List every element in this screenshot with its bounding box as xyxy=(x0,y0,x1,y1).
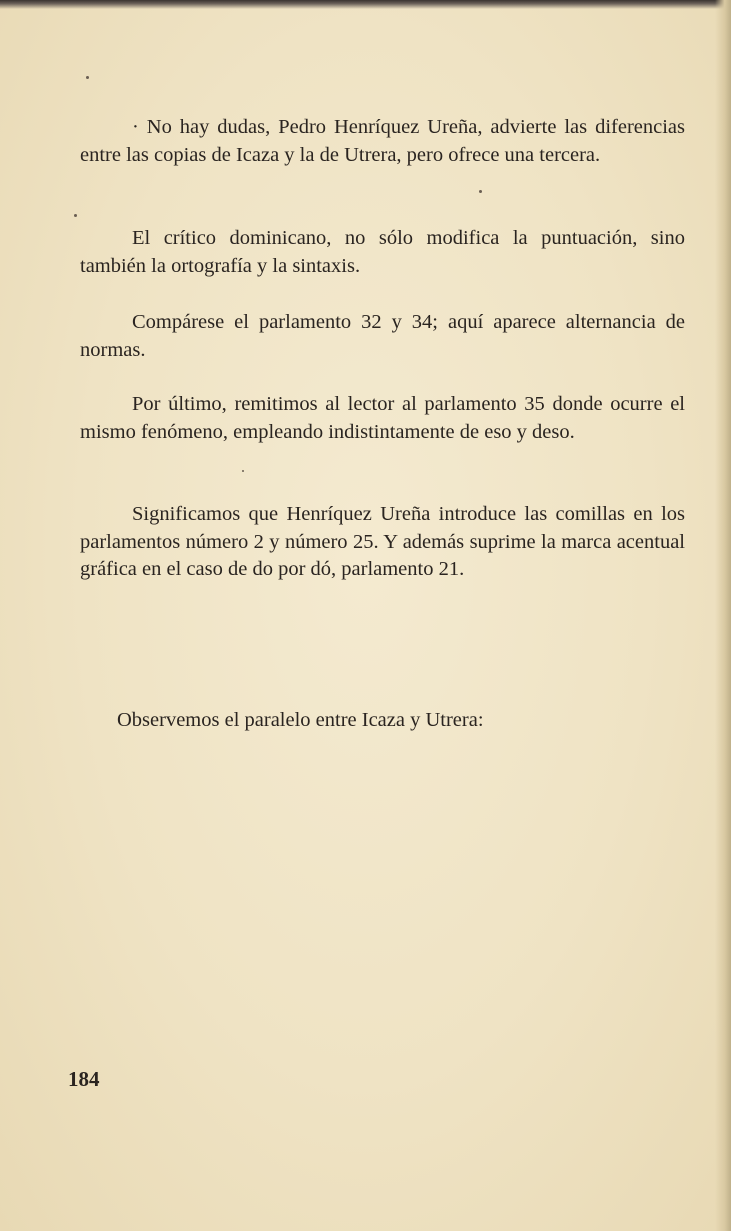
paragraph-3: Compárese el parlamento 32 y 34; aquí aparece alternancia de normas. xyxy=(80,311,685,361)
paragraph-1: · No hay dudas, Pedro Henríquez Ureña, advierte las diferencias entre las copias de Icaza y la de Utrera, pero ofrece una tercera. xyxy=(80,116,685,166)
page-right-shadow xyxy=(715,0,731,1231)
paper-speck xyxy=(479,190,482,193)
paper-speck xyxy=(242,470,244,472)
paragraph-2: El crítico dominicano, no sólo modifica la puntuación, sino también la ortografía y la sintaxis. xyxy=(80,227,685,277)
paragraph-5: Significamos que Henríquez Ureña introduce las comillas en los parlamentos número 2 y número 25. Y además suprime la marca acentual gráfica en el caso de do por dó, parlamento 21. xyxy=(80,503,685,580)
paragraph-4: Por último, remitimos al lector al parlamento 35 donde ocurre el mismo fenómeno, empleando indistintamente de eso y deso. xyxy=(80,393,685,443)
page-number: 184 xyxy=(68,1067,100,1091)
paragraph-6: Observemos el paralelo entre Icaza y Utrera: xyxy=(117,709,484,731)
page-top-shadow xyxy=(0,0,731,9)
paper-speck xyxy=(86,76,89,79)
paper-speck xyxy=(74,214,77,217)
